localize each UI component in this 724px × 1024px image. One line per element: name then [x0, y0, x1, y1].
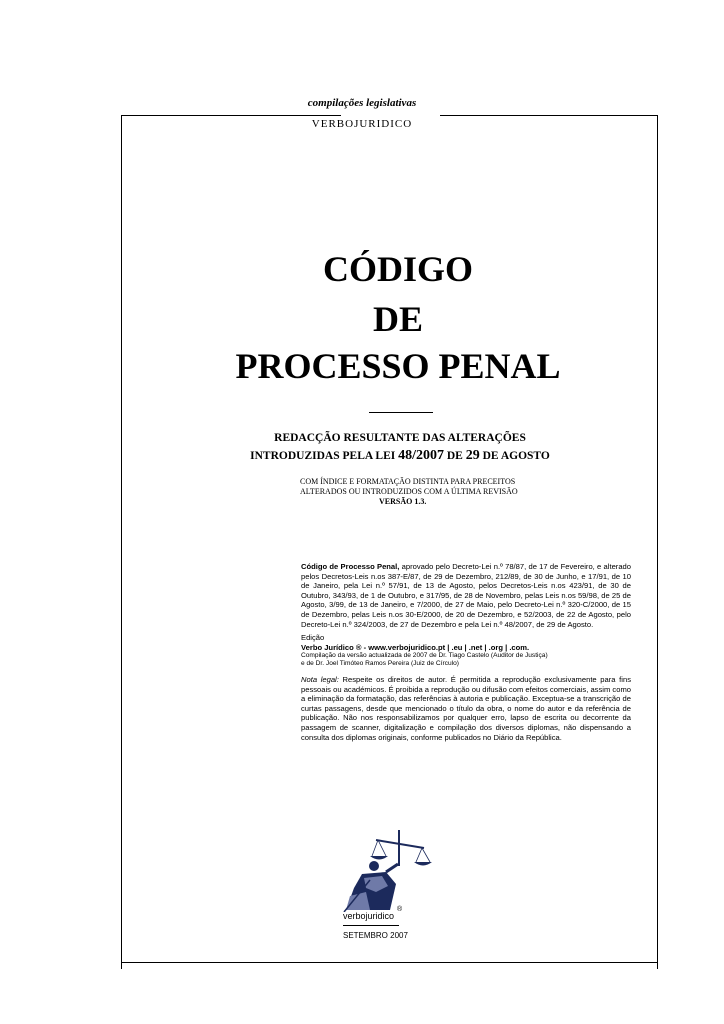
- amendment-law-number: 48/2007: [398, 448, 444, 463]
- edition-credit-1: Compilação da versão actualizada de 2007 de Dr. Tiago Castelo (Auditor de Justiça): [301, 652, 548, 660]
- amendment-line-2: [0, 448, 724, 464]
- title-line-1: CÓDIGO: [322, 249, 473, 289]
- publication-date: SETEMBRO 2007: [343, 931, 408, 940]
- publisher-brand: VERBOJURIDICO: [311, 118, 413, 130]
- amendment-mid: DE: [444, 450, 466, 462]
- edition-block: [301, 633, 631, 667]
- frame-left-rule: [121, 115, 122, 969]
- title-divider: [369, 412, 433, 413]
- footer-rule: [343, 925, 399, 926]
- justice-scales-logo: [336, 826, 440, 912]
- footer-brand: verbojuridico: [343, 911, 395, 921]
- format-note-line-2: ALTERADOS OU INTRODUZIDOS COM A ÚLTIMA REVISÃO: [300, 487, 518, 496]
- edition-label: Edição: [301, 633, 325, 642]
- frame-right-rule: [657, 115, 658, 969]
- legal-basis-paragraph: [301, 562, 631, 629]
- frame-bottom-rule: [121, 962, 658, 963]
- amendment-prefix: INTRODUZIDAS PELA LEI: [250, 450, 399, 462]
- frame-top-right-rule: [440, 115, 658, 116]
- legal-note-paragraph: [301, 675, 631, 742]
- title-line-2: DE: [372, 299, 423, 339]
- format-note-line-1: COM ÍNDICE E FORMATAÇÃO DISTINTA PARA PRECEITOS: [300, 477, 516, 486]
- edition-publisher: Verbo Jurídico ® - www.verbojuridico.pt | .eu | .net | .org | .com.: [301, 642, 530, 652]
- series-kicker: compilações legislativas: [307, 97, 417, 109]
- registered-mark: ®: [397, 906, 403, 913]
- amendment-day: 29: [465, 448, 480, 463]
- amendment-line-1: REDACÇÃO RESULTANTE DAS ALTERAÇÕES: [274, 432, 526, 444]
- legal-basis-text: aprovado pelo Decreto-Lei n.º 78/87, de 17 de Fevereiro, e alterado pelos Decretos-Leis n.os 387-E/87, de 29 de Dezembro, 212/89, de 30 de Junho, e 17/91, de 10 de Janeiro, pela Lei n.º 57/91, de 13 de Agosto, pelos Decretos-Leis n.os 423/91, de 30 de Outubro, 343/93, de 1 de Outubro, e 317/95, de 28 de Novembro, pelas Leis n.os 59/98, de 25 de Agosto, 3/99, de 13 de Janeiro, e 7/2000, de 27 de Maio, pelo Decreto-Lei n.º 320-C/2000, de 15 de Dezembro, pelas Leis n.os 30-E/2000, de 20 de Dezembro, e 52/2003, de 22 de Agosto, pelo Decreto-Lei n.º 324/2003, de 27 de Dezembro e pela Lei n.º 48/2007, de 29 de Agosto.: [301, 562, 631, 629]
- legal-note-label: Nota legal:: [301, 675, 339, 684]
- version-label: VERSÃO 1.3.: [379, 497, 427, 506]
- title-line-3: PROCESSO PENAL: [235, 346, 561, 386]
- amendment-suffix: DE AGOSTO: [479, 450, 550, 462]
- legal-note-text: Respeite os direitos de autor. É permitida a reprodução exclusivamente para fins pessoais ou académicos. É proibida a reprodução ou difusão com efeitos comerciais, assim como a eliminação da formatação, das referências à autoria e publicação. Exceptua-se a transcrição de curtas passagens, desde que mencionado o título da obra, o nome do autor e da referência de publicação. Não nos responsabilizamos por qualquer erro, lapso de escrita ou decorrente da passagem de scanner, digitalização e compilação dos diversos diplomas, não dispensando a consulta dos diplomas originais, conforme publicados no Diário da República.: [301, 675, 631, 742]
- edition-credit-2: e de Dr. Joel Timóteo Ramos Pereira (Juiz de Círculo): [301, 659, 459, 667]
- frame-top-left-rule: [121, 115, 341, 116]
- legal-basis-lead: Código de Processo Penal,: [301, 562, 400, 571]
